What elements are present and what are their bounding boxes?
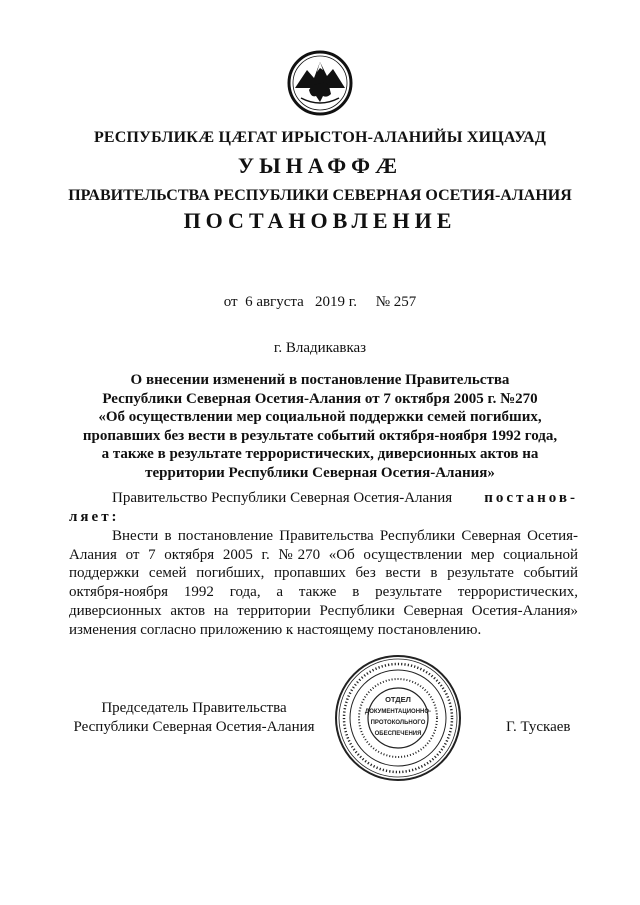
signatory-position	[69, 699, 319, 737]
intro-text: Правительство Республики Северная Осетия-Алания	[112, 490, 453, 506]
document-title	[70, 371, 570, 482]
date-prefix: от	[223, 294, 238, 310]
title-line: а также в результате террористических, диверсионных актов на	[101, 446, 539, 462]
ossetian-document-type: УЫНАФФÆ	[237, 153, 403, 178]
title-line: территории Республики Северная Осетия-Алания»	[145, 464, 495, 481]
signatory-name: Г. Тускаев	[506, 719, 571, 735]
date-line	[0, 294, 640, 311]
position-line: Республики Северная Осетия-Алания	[73, 719, 315, 735]
ossetian-government-name: РЕСПУБЛИКÆ ЦÆГАТ ИРЫСТОН-АЛАНИЙЫ ХИЦАУАД	[93, 129, 547, 146]
stamp-text-line: ДОКУМЕНТАЦИОННО-	[364, 709, 432, 715]
title-line: «Об осуществлении мер социальной поддержки семей погибших,	[98, 409, 542, 425]
government-name: ПРАВИТЕЛЬСТВА РЕСПУБЛИКИ СЕВЕРНАЯ ОСЕТИЯ-АЛАНИЯ	[68, 187, 572, 204]
main-paragraph: Внести в постановление Правительства Республики Северная Осетия-Алания от 7 октября 2005 г. №270 «Об осуществлении мер социальной поддержки семей погибших, пропавших без вести в результате событий октября-ноября 1992 года, а также в результате террористических, диверсионных актов на территории Республики Северная Осетия-Алания» изменения согласно приложению к настоящему постановлению.	[69, 528, 578, 638]
decree-word-part1: постанов-	[484, 490, 578, 506]
decree-word-part2: ляет:	[69, 508, 120, 525]
official-stamp	[333, 653, 463, 783]
title-line: пропавших без вести в результате событий октября-ноября 1992 года,	[82, 427, 558, 444]
coat-of-arms-emblem	[287, 50, 353, 116]
stamp-text-line: ОТДЕЛ	[385, 695, 411, 704]
position-line: Председатель Правительства	[101, 700, 287, 716]
date-year: 2019 г.	[315, 294, 357, 310]
title-line: О внесении изменений в постановление Правительства	[130, 372, 510, 388]
intro-paragraph	[69, 489, 578, 526]
document-type-title: ПОСТАНОВЛЕНИЕ	[183, 208, 457, 233]
title-line: Республики Северная Осетия-Алания от 7 октября 2005 г. №270	[102, 390, 538, 407]
document-number: № 257	[375, 294, 417, 310]
stamp-text-line: ОБЕСПЕЧЕНИЯ	[374, 731, 422, 737]
stamp-text-line: ПРОТОКОЛЬНОГО	[370, 720, 426, 726]
city: г. Владикавказ	[273, 340, 367, 356]
date-day-month: 6 августа	[245, 294, 304, 310]
